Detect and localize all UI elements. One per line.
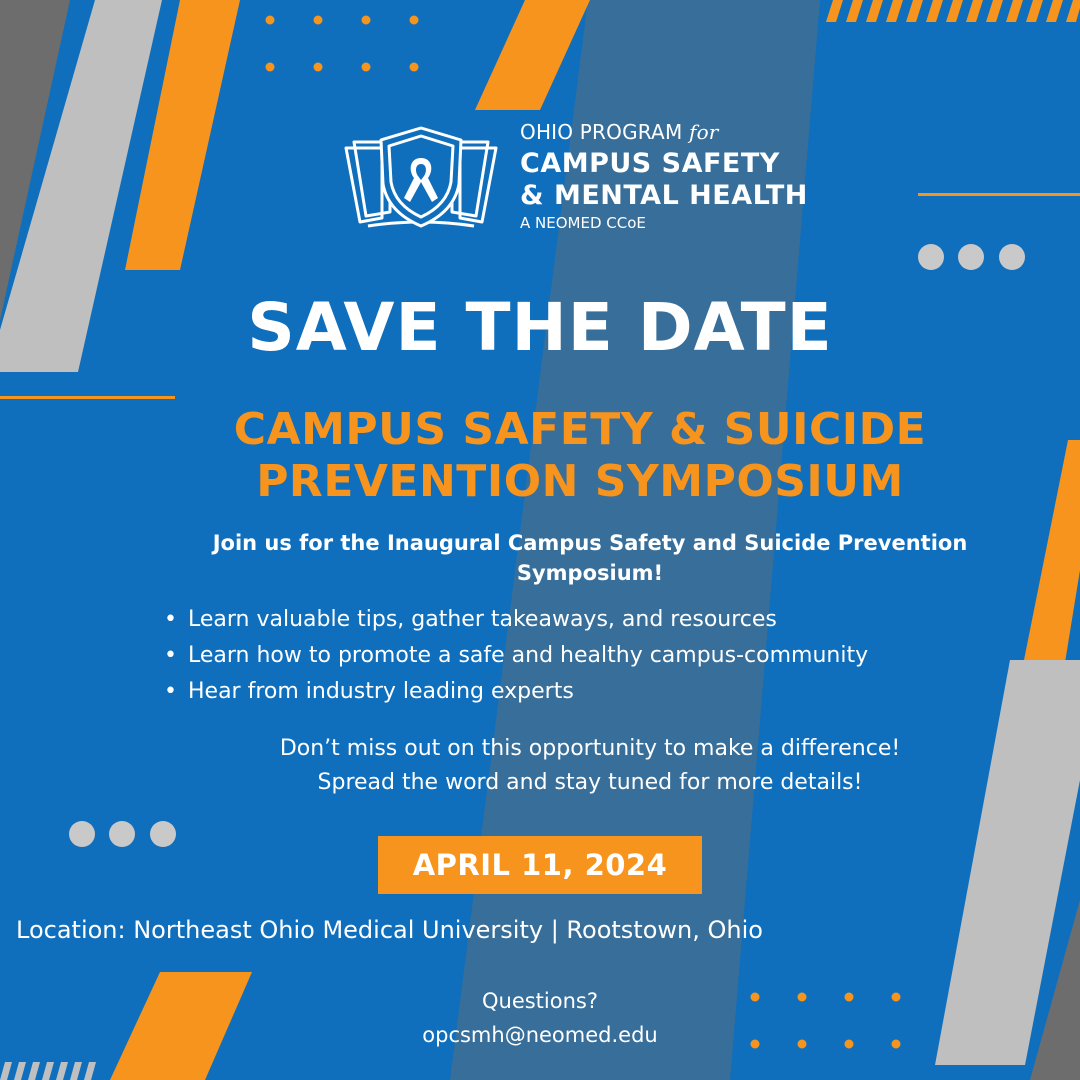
- benefit-item: • Learn how to promote a safe and healthy campus-community: [160, 638, 868, 674]
- event-title: [140, 404, 1020, 508]
- event-date: APRIL 11, 2024: [412, 848, 668, 882]
- event-intro: [140, 528, 1040, 588]
- logo-subline: A NEOMED CCoE: [520, 214, 646, 232]
- closing-line-2: Spread the word and stay tuned for more details!: [317, 770, 863, 795]
- questions-label: Questions?: [481, 989, 598, 1013]
- event-location: Location: Northeast Ohio Medical University | Rootstown, Ohio: [16, 916, 763, 944]
- bottom-left-hatching: [0, 1062, 96, 1080]
- logo-line-3: & MENTAL HEALTH: [520, 180, 808, 211]
- benefit-item: • Learn valuable tips, gather takeaways, and resources: [160, 602, 868, 638]
- bottom-orange-stripe: [110, 972, 252, 1080]
- right-gray-dots: [918, 244, 1025, 270]
- top-orange-dot-grid: [266, 16, 419, 72]
- left-orange-rule: [0, 396, 175, 399]
- event-intro-line-1: Join us for the Inaugural Campus Safety and Suicide Prevention: [212, 531, 968, 555]
- closing-line-1: Don’t miss out on this opportunity to make a difference!: [279, 736, 901, 761]
- event-date-badge: [378, 836, 702, 894]
- event-title-line-1: CAMPUS SAFETY & SUICIDE: [233, 404, 927, 455]
- event-title-line-2: PREVENTION SYMPOSIUM: [256, 456, 904, 507]
- contact-email-link[interactable]: opcsmh@neomed.edu: [422, 1023, 658, 1047]
- event-intro-line-2: Symposium!: [516, 561, 664, 585]
- benefit-item: • Hear from industry leading experts: [160, 674, 868, 710]
- program-logo: [338, 118, 838, 238]
- logo-line-2: CAMPUS SAFETY: [520, 148, 780, 179]
- benefit-list: [160, 602, 868, 710]
- right-orange-rule: [918, 193, 1080, 196]
- logo-line-1-italic: for: [688, 120, 719, 144]
- save-the-date-headline: SAVE THE DATE: [247, 289, 833, 366]
- top-right-hatching: [826, 0, 1080, 22]
- top-orange-stripe: [475, 0, 590, 110]
- left-gray-dots: [69, 821, 176, 847]
- contact-info: [340, 984, 740, 1052]
- logo-line-1: OHIO PROGRAM for: [520, 120, 719, 144]
- bottom-orange-dot-grid: [751, 993, 901, 1049]
- closing-message: [140, 732, 1040, 800]
- book-shield-ribbon-icon: [338, 122, 504, 232]
